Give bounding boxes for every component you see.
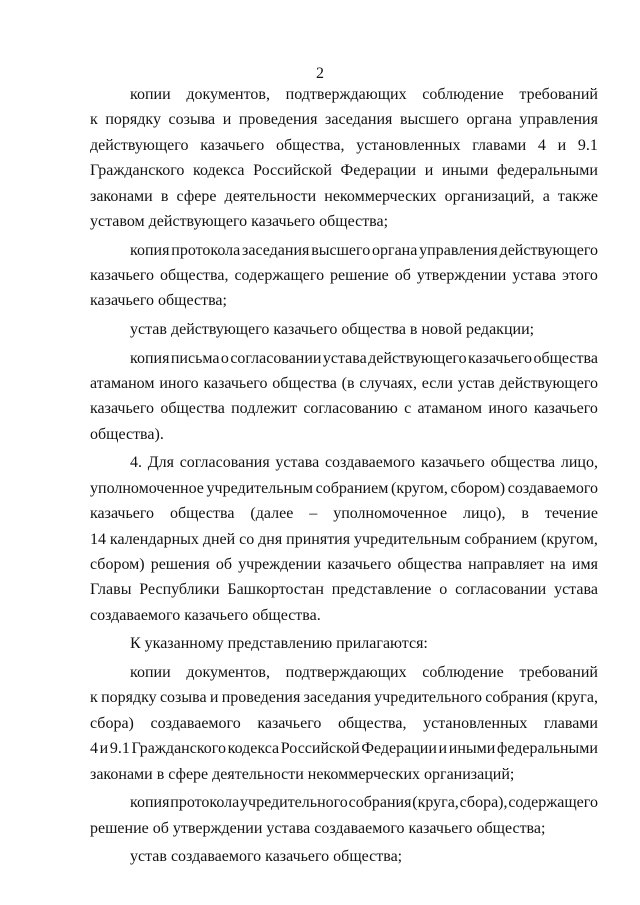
paragraph xyxy=(90,82,598,234)
text-line: К указанному представлению прилагаются: xyxy=(130,635,428,653)
paragraph xyxy=(90,346,598,448)
document-body xyxy=(90,82,598,870)
text-line: копия протокола заседания высшего органа управления действующего xyxy=(130,241,598,259)
text-line: уполномоченное учредительным собранием (кругом, сбором) создаваемого xyxy=(90,479,598,497)
text-line: 4. Для согласования устава создаваемого казачьего общества лицо, xyxy=(130,454,598,472)
text-line: сбора) создаваемого казачьего общества, установленных главами xyxy=(90,714,598,732)
text-line: общества). xyxy=(90,425,164,443)
text-line: казачьего общества (далее – уполномоченное лицо), в течение xyxy=(90,505,598,523)
text-line: атаманом иного казачьего общества (в случаях, если устав действующего xyxy=(90,375,598,393)
text-line: устав создаваемого казачьего общества; xyxy=(130,848,403,866)
text-line: копии документов, подтверждающих соблюдение требований xyxy=(130,664,598,682)
text-line: 4 и 9.1 Гражданского кодекса Российской Федерации и иными федеральными xyxy=(90,740,598,758)
paragraph xyxy=(90,317,598,342)
text-line: казачьего общества, содержащего решение об утверждении устава этого xyxy=(90,267,598,285)
text-line: копия протокола учредительного собрания (круга, сбора), содержащего xyxy=(130,794,598,812)
text-line: законами в сфере деятельности некоммерческих организаций, а также xyxy=(90,187,598,205)
text-line: действующего казачьего общества, установленных главами 4 и 9.1 xyxy=(90,136,598,154)
paragraph xyxy=(90,660,598,787)
text-line: 14 календарных дней со дня принятия учредительным собранием (кругом, xyxy=(90,530,598,548)
text-line: сбором) решения об учреждении казачьего общества направляет на имя xyxy=(90,556,598,574)
text-line: устав действующего казачьего общества в новой редакции; xyxy=(130,321,535,339)
text-line: Главы Республики Башкортостан представление о согласовании устава xyxy=(90,581,598,599)
paragraph xyxy=(90,844,598,869)
text-line: законами в сфере деятельности некоммерческих организаций; xyxy=(90,765,515,783)
text-line: копия письма о согласовании устава действующего казачьего общества xyxy=(130,349,598,367)
paragraph xyxy=(90,450,598,628)
paragraph xyxy=(90,790,598,841)
text-line: казачьего общества подлежит согласованию с атаманом иного казачьего xyxy=(90,400,598,418)
text-line: копии документов, подтверждающих соблюдение требований xyxy=(130,86,598,103)
paragraph xyxy=(90,238,598,314)
paragraph xyxy=(90,631,598,656)
text-line: Гражданского кодекса Российской Федерации и иными федеральными xyxy=(90,162,598,180)
text-line: казачьего общества; xyxy=(90,292,227,310)
text-line: создаваемого казачьего общества. xyxy=(90,606,321,624)
text-line: к порядку созыва и проведения заседания высшего органа управления xyxy=(90,111,598,129)
text-line: решение об утверждении устава создаваемого казачьего общества; xyxy=(90,819,546,837)
text-line: уставом действующего казачьего общества; xyxy=(90,213,389,231)
text-line: к порядку созыва и проведения заседания учредительного собрания (круга, xyxy=(90,689,598,707)
page-number: 2 xyxy=(316,65,324,82)
